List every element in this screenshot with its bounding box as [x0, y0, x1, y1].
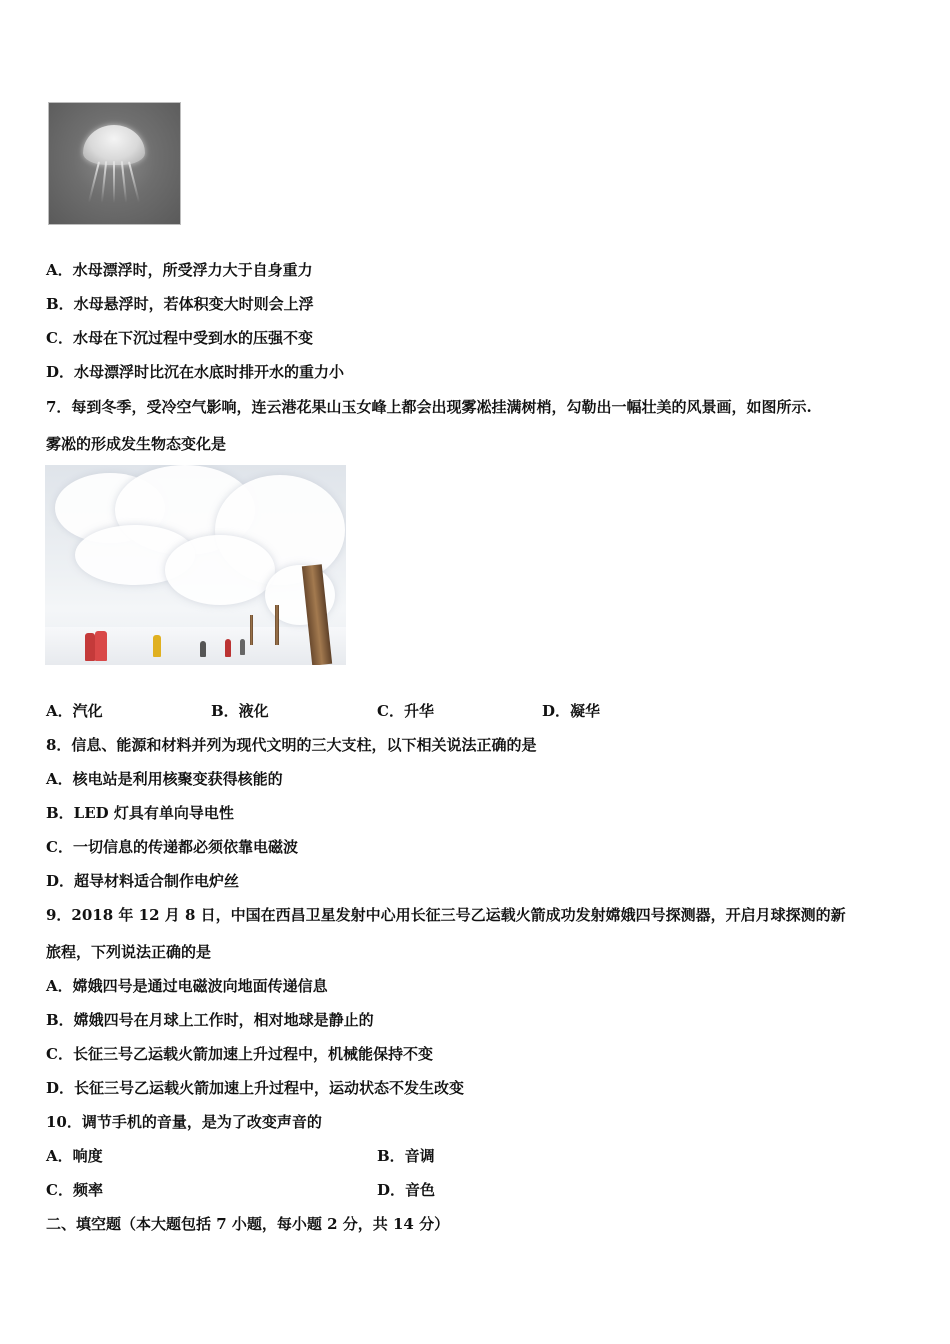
- jellyfish-image: [48, 102, 181, 225]
- q9-stem-line1: 9．2018 年 12 月 8 日，中国在西昌卫星发射中心用长征三号乙运载火箭成功发射嫦娥四号探测器，开启月球探测的新: [46, 906, 846, 924]
- q9-option-c: C．长征三号乙运载火箭加速上升过程中，机械能保持不变: [46, 1045, 433, 1063]
- q7-stem-line1: 7．每到冬季，受冷空气影响，连云港花果山玉女峰上都会出现雾凇挂满树梢，勾勒出一幅壮美的风景画，如图所示.: [46, 398, 812, 416]
- tentacle: [88, 161, 100, 202]
- person-figure: [240, 639, 245, 655]
- frosted-foliage: [165, 535, 275, 605]
- tentacle: [121, 161, 127, 203]
- q9-option-a: A．嫦娥四号是通过电磁波向地面传递信息: [46, 977, 328, 995]
- q9-option-d: D．长征三号乙运载火箭加速上升过程中，运动状态不发生改变: [46, 1079, 465, 1097]
- q6-option-a: A．水母漂浮时，所受浮力大于自身重力: [46, 261, 313, 279]
- person-figure: [200, 641, 206, 657]
- q8-option-b: B．LED 灯具有单向导电性: [46, 804, 234, 822]
- q10-option-d: D．音色: [377, 1181, 436, 1199]
- q6-option-c: C．水母在下沉过程中受到水的压强不变: [46, 329, 313, 347]
- tentacle: [113, 161, 115, 203]
- person-figure: [85, 633, 95, 661]
- person-figure: [95, 631, 107, 661]
- jellyfish-bell-shape: [83, 125, 145, 165]
- q7-option-d: D．凝华: [542, 702, 601, 720]
- q6-option-b: B．水母悬浮时，若体积变大时则会上浮: [46, 295, 314, 313]
- section-heading-fill-in: 二、填空题（本大题包括 7 小题，每小题 2 分，共 14 分）: [46, 1215, 450, 1233]
- q8-option-a: A．核电站是利用核聚变获得核能的: [46, 770, 283, 788]
- tree-trunk: [275, 605, 279, 645]
- q8-stem: 8．信息、能源和材料并列为现代文明的三大支柱，以下相关说法正确的是: [46, 736, 537, 754]
- q7-option-c: C．升华: [377, 702, 434, 720]
- tentacle: [128, 161, 140, 202]
- q6-option-d: D．水母漂浮时比沉在水底时排开水的重力小: [46, 363, 345, 381]
- q7-option-a: A．汽化: [46, 702, 103, 720]
- q9-option-b: B．嫦娥四号在月球上工作时，相对地球是静止的: [46, 1011, 374, 1029]
- tree-trunk: [250, 615, 253, 645]
- q10-option-b: B．音调: [377, 1147, 435, 1165]
- tentacle: [101, 161, 107, 203]
- rime-trees-image: [45, 465, 346, 665]
- q7-stem-line2: 雾凇的形成发生物态变化是: [46, 435, 227, 453]
- q8-option-c: C．一切信息的传递都必须依靠电磁波: [46, 838, 298, 856]
- q8-option-d: D．超导材料适合制作电炉丝: [46, 872, 240, 890]
- q9-stem-line2: 旅程，下列说法正确的是: [46, 943, 212, 961]
- person-figure: [225, 639, 231, 657]
- q10-option-c: C．频率: [46, 1181, 103, 1199]
- q10-option-a: A．响度: [46, 1147, 103, 1165]
- q7-option-b: B．液化: [211, 702, 269, 720]
- q10-stem: 10．调节手机的音量，是为了改变声音的: [46, 1113, 322, 1131]
- person-figure: [153, 635, 161, 657]
